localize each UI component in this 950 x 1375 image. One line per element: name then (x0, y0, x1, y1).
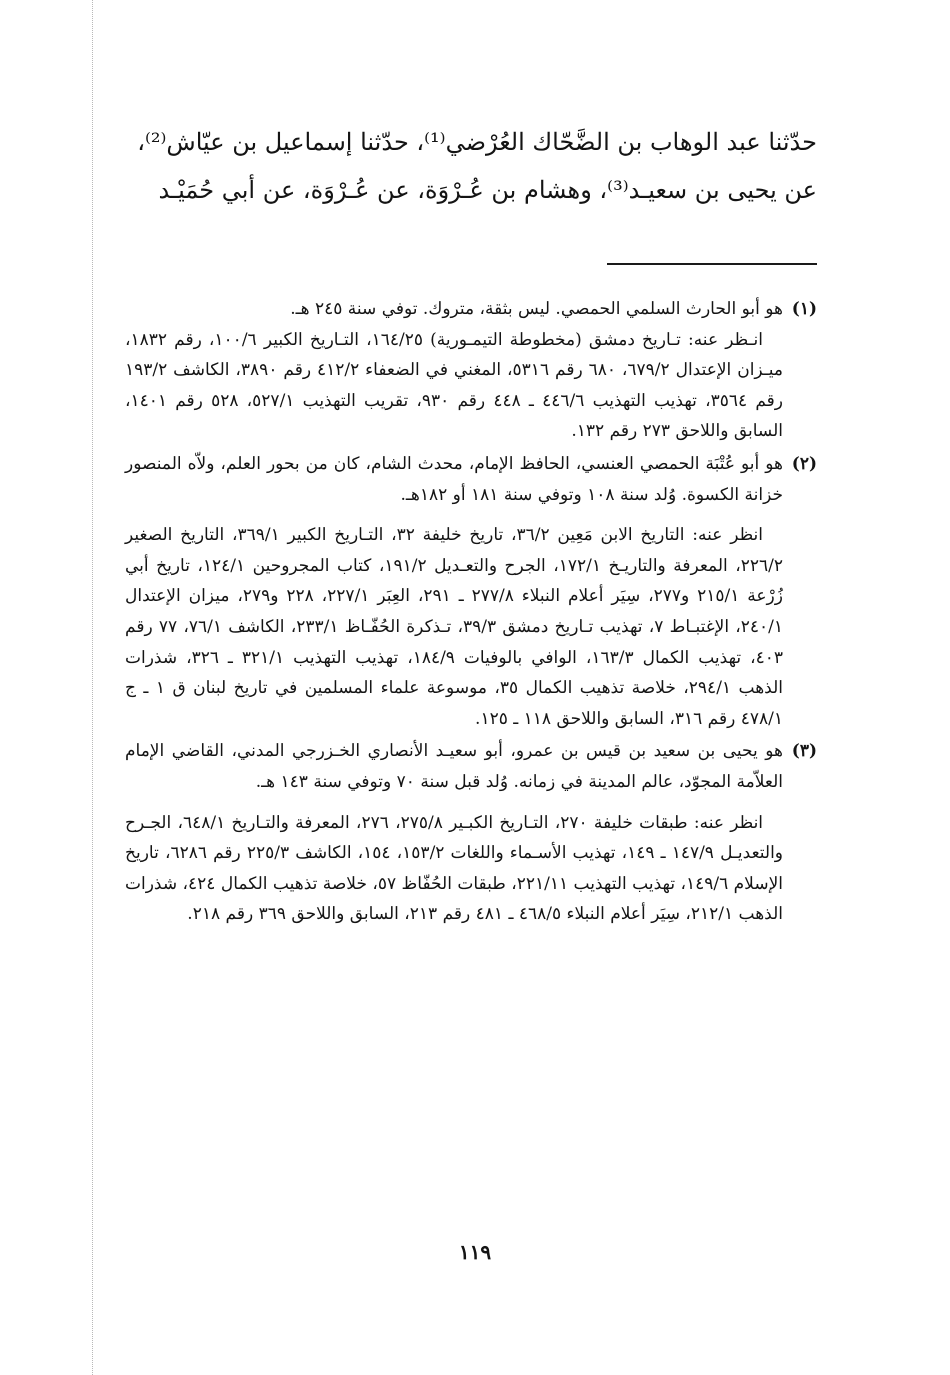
footnote-references: انظر عنه: طبقات خليفة ٢٧٠، التـاريخ الكبـير ٢٧٥/٨، ٢٧٦، المعرفة والتـاريخ ٦٤٨/١، الجـرح والتعديـل ١٤٧/٩ ـ ١٤٩، تهذيب الأسـماء واللغات ١٥٣/٢، ١٥٤، الكاشف ٢٢٥/٣ رقم ٦٢٨٦، تاريخ الإسلام ١٤٩/٦، تهذيب التهذيب ٢٢١/١١، طبقات الحُفّاظ ٥٧، خلاصة تذهيب الكمال ٤٢٤، شذرات الذهب ٢١٢/١، سِيَر أعلام النبلاء ٤٦٨/٥ ـ ٤٨١ رقم ٢١٣، السابق واللاحق ٣٦٩ رقم ٢١٨. (125, 812, 784, 925)
footnote-body (125, 736, 783, 930)
main-text-line-1: حدّثنا عبد الوهاب بن الضَّحّاك العُرْضي⁽¹⁾، حدّثنا إسماعيل بن عيّاش⁽²⁾، (137, 128, 817, 156)
footnote-bio: هو يحيى بن سعيد بن قيس بن عمرو، أبو سعيـد الأنصاري الخـزرجي المدني، القاضي الإمام العلاّمة المجوّد، عالم المدينة في زمانه. وُلد قبل سنة ٧٠ وتوفي سنة ١٤٣ هـ. (125, 741, 783, 792)
footnote-marker: (١) (791, 299, 817, 319)
page-edge-line (92, 0, 93, 1375)
footnote-body (125, 294, 783, 447)
footnote-references: انـظر عنه: تـاريخ دمشق (مخطوطة التيمـورية) ١٦٤/٢٥، التـاريخ الكبير ١٠٠/٦، رقم ١٨٣٢، ميـزان الإعتدال ٦٧٩/٢، ٦٨٠ رقم ٥٣١٦، المغني في الضعفاء ٤١٢/٢ رقم ٣٨٩٠، الكاشف ١٩٣/٢ رقم ٣٥٦٤، تهذيب التهذيب ٤٤٦/٦ ـ ٤٤٨ رقم ٩٣٠، تقريب التهذيب ٥٢٧/١، ٥٢٨ رقم ١٤٠١، السابق واللاحق ٢٧٣ رقم ١٣٢. (125, 329, 784, 442)
main-text (125, 118, 817, 214)
main-text-line-2: عن يحيى بن سعيـد⁽³⁾، وهشام بن عُـرْوَة، عن عُـرْوَة، عن أبي حُمَيْـد (158, 176, 817, 204)
footnote-body (125, 449, 783, 734)
footnote-3 (125, 736, 817, 930)
footnote-separator (607, 263, 817, 265)
footnote-2 (125, 449, 817, 734)
footnote-marker: (٣) (791, 741, 817, 762)
footnote-1 (125, 294, 817, 447)
page-number: ١١٩ (458, 1240, 492, 1264)
footnote-bio: هو أبو الحارث السلمي الحمصي. ليس بثقة، متروك. توفي سنة ٢٤٥ هـ. (290, 299, 783, 319)
footnote-references: انظر عنه: التاريخ الابن مَعِين ٣٦/٢، تاريخ خليفة ٣٢، التـاريخ الكبير ٣٦٩/١، التاريخ الصغير ٢٢٦/٢، المعرفة والتاريـخ ١٧٢/١، الجرح والتعـديل ١٩١/٢، كتاب المجروحين ١٢٤/١، تاريخ أبي زُرْعة ٢١٥/١ و٢٧٧، سِيَر أعلام النبلاء ٢٧٧/٨ ـ ٢٩١، العِبَر ٢٢٧/١، ٢٢٨ و٢٧٩، ميزان الإعتدال ٢٤٠/١، الإغتبـاط ٧، تهذيب تـاريخ دمشق ٣٩/٣، تـذكرة الحُفّـاظ ٢٣٣/١، الكاشف ٧٦/١، ٧٧ رقم ٤٠٣، تهذيب الكمال ١٦٣/٣، الوافي بالوفيات ١٨٤/٩، تهذيب التهذيب ٣٢١/١ ـ ٣٢٦، شذرات الذهب ٢٩٤/١، خلاصة تذهيب الكمال ٣٥، موسوعة علماء المسلمين في تاريخ لبنان ق ١ ـ ج ٤٧٨/١ رقم ٣١٦، السابق واللاحق ١١٨ ـ ١٢٥. (125, 525, 784, 729)
footnote-marker: (٢) (791, 453, 817, 474)
footnotes (125, 294, 817, 930)
footnote-bio: هو أبو عُتْبَة الحمصي العنسي، الحافظ الإمام، محدث الشام، كان من بحور العلم، ولاّه المنصور خزانة الكسوة. وُلد سنة ١٠٨ وتوفي سنة ١٨١ أو ١٨٢هـ. (125, 453, 783, 505)
